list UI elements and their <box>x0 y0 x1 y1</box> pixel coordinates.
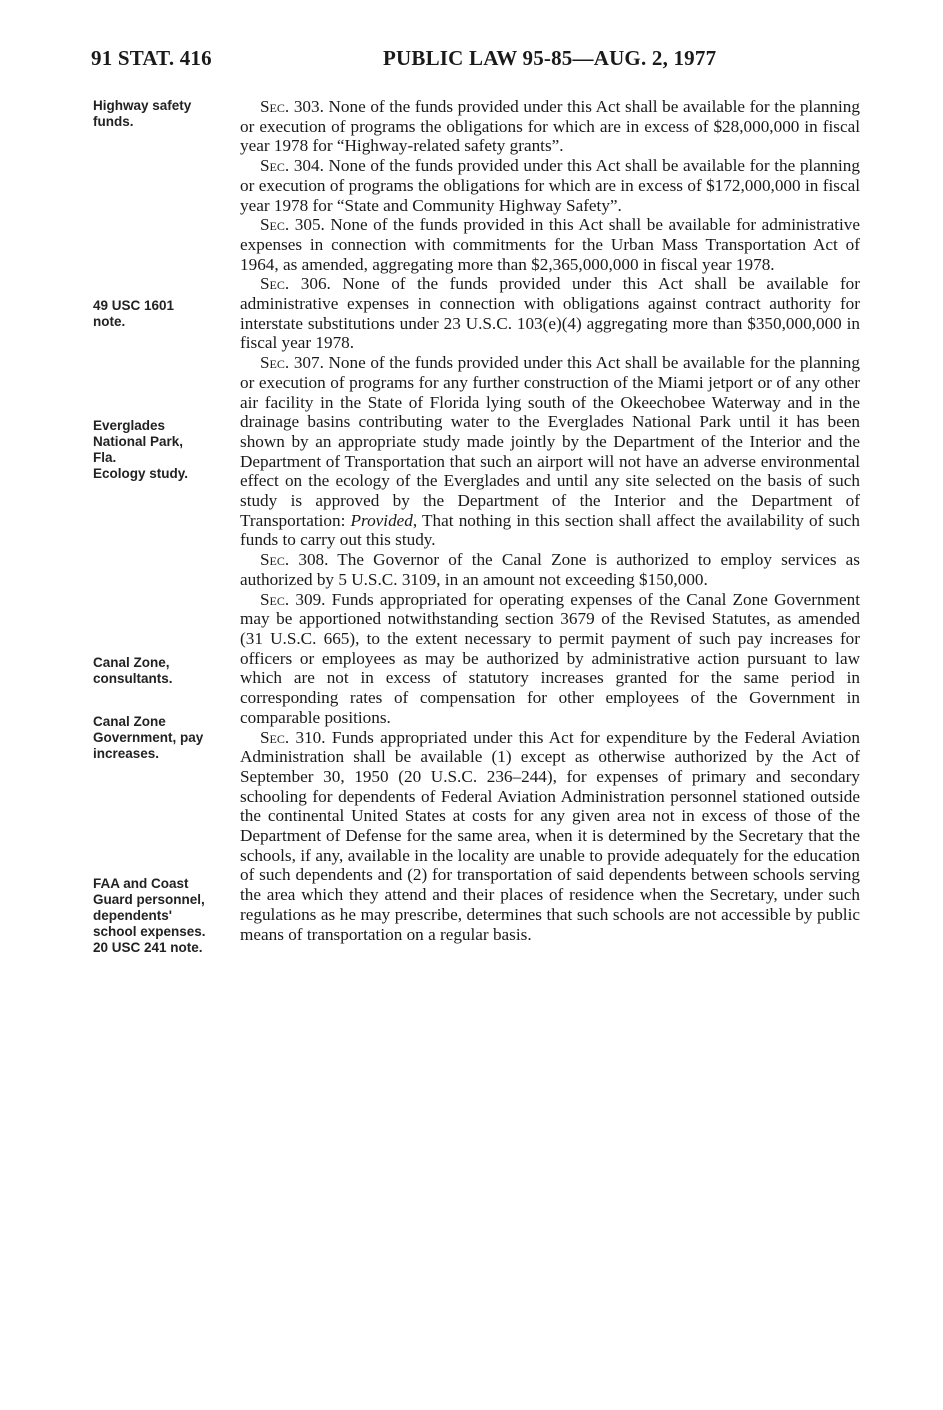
section-label: Sec. <box>260 550 290 570</box>
section-307 <box>240 353 860 550</box>
section-label: Sec. <box>260 274 290 294</box>
section-text: 305. None of the funds provided in this Act shall be available for administrative expenses in connection with commitments for the Urban Mass Transportation Act of 1964, as amended, aggregating more than $2,365,000,000 in fiscal year 1978. <box>240 215 860 274</box>
section-label: Sec. <box>260 589 290 609</box>
section-305 <box>240 215 860 274</box>
section-text: 306. None of the funds provided under this Act shall be available for administrative expenses in connection with obligations against contract authority for interstate substitutions under 23 U.S.C. 103(e)(4) aggregating more than $350,000,000 in fiscal year 1978. <box>240 274 860 353</box>
page-header <box>0 46 943 78</box>
section-text-tail: , That nothing in this section shall affect the availability of such funds to carry out this study. <box>240 510 860 550</box>
section-text: 304. None of the funds provided under this Act shall be available for the planning or execution of programs the obligations for which are in excess of $172,000,000 in fiscal year 1978 for “State and Community Highway Safety”. <box>240 156 860 215</box>
section-text-italic: Provided <box>350 510 413 530</box>
section-303 <box>240 97 860 156</box>
section-label: Sec. <box>260 727 290 747</box>
section-label: Sec. <box>260 215 290 235</box>
section-309 <box>240 590 860 728</box>
section-text: 309. Funds appropriated for operating expenses of the Canal Zone Government may be apportioned notwithstanding section 3679 of the Revised Statutes, as amended (31 U.S.C. 665), to the extent necessary to permit payment of such pay increases for officers or employees as may be authorized by administrative action pursuant to law which are not in excess of statutory increases granted for the same period in corresponding rates of compensation for other employees of the Government in comparable positions. <box>240 589 860 727</box>
margin-note-canal-zone-consultants <box>93 655 228 687</box>
section-label: Sec. <box>260 353 290 373</box>
section-310 <box>240 728 860 945</box>
section-text: 303. None of the funds provided under this Act shall be available for the planning or execution of programs the obligations for which are in excess of $28,000,000 in fiscal year 1978 for “Highway-related safety grants”. <box>240 97 860 156</box>
margin-note-canal-zone-pay <box>93 714 228 762</box>
section-label: Sec. <box>260 156 290 176</box>
section-text: 310. Funds appropriated under this Act for expenditure by the Federal Aviation Administration shall be available (1) except as otherwise authorized by the Act of September 30, 1950 (20 U.S.C. 236–244), for expenses of primary and secondary schooling for dependents of Federal Aviation Administration personnel stationed outside the continental United States at costs for any given area not in excess of those of the Department of Defense for the same area, when it is determined by the Secretary that the schools, if any, available in the locality are unable to provide adequately for the education of such dependents and (2) for transportation of said dependents between schools serving the area which they attend and their places of residence when the Secretary, under such regulations as he may prescribe, determines that such schools are not accessible by public means of transportation on a regular basis. <box>240 727 860 944</box>
section-308 <box>240 550 860 589</box>
stat-page-number: 91 STAT. 416 <box>91 46 212 70</box>
statute-body <box>240 97 860 944</box>
margin-note-text: FAA and Coast Guard personnel, dependents' school expenses. 20 USC 241 note. <box>93 876 206 955</box>
section-304 <box>240 156 860 215</box>
margin-note-text: Everglades National Park, Fla. Ecology study. <box>93 418 189 481</box>
margin-note-text: 49 USC 1601 note. <box>93 298 175 329</box>
margin-note-text: Canal Zone, consultants. <box>93 655 173 686</box>
margin-note-text: Highway safety funds. <box>93 98 192 129</box>
margin-note-49-usc <box>93 298 228 330</box>
section-text: 308. The Governor of the Canal Zone is authorized to employ services as authorized by 5 U.S.C. 3109, in an amount not exceeding $150,000. <box>240 550 860 589</box>
margin-note-everglades <box>93 418 228 482</box>
margin-note-highway-safety <box>93 98 228 130</box>
section-label: Sec. <box>260 97 290 116</box>
section-306 <box>240 274 860 353</box>
margin-note-faa-coast-guard <box>93 876 228 956</box>
margin-note-text: Canal Zone Government, pay increases. <box>93 714 204 761</box>
section-text: 307. None of the funds provided under this Act shall be available for the planning or execution of programs for any further construction of the Miami jetport or of any other air facility in the State of Florida lying south of the Okeechobee Waterway and in the drainage basins contributing water to the Everglades National Park until it has been shown by an appropriate study made jointly by the Department of the Interior and the Department of Transportation that such an airport will not have an adverse environmental effect on the ecology of the Everglades and until any site selected on the basis of such study is approved by the Department of the Interior and the Department of Transportation: <box>240 353 860 530</box>
public-law-title: PUBLIC LAW 95-85—AUG. 2, 1977 <box>383 46 717 70</box>
